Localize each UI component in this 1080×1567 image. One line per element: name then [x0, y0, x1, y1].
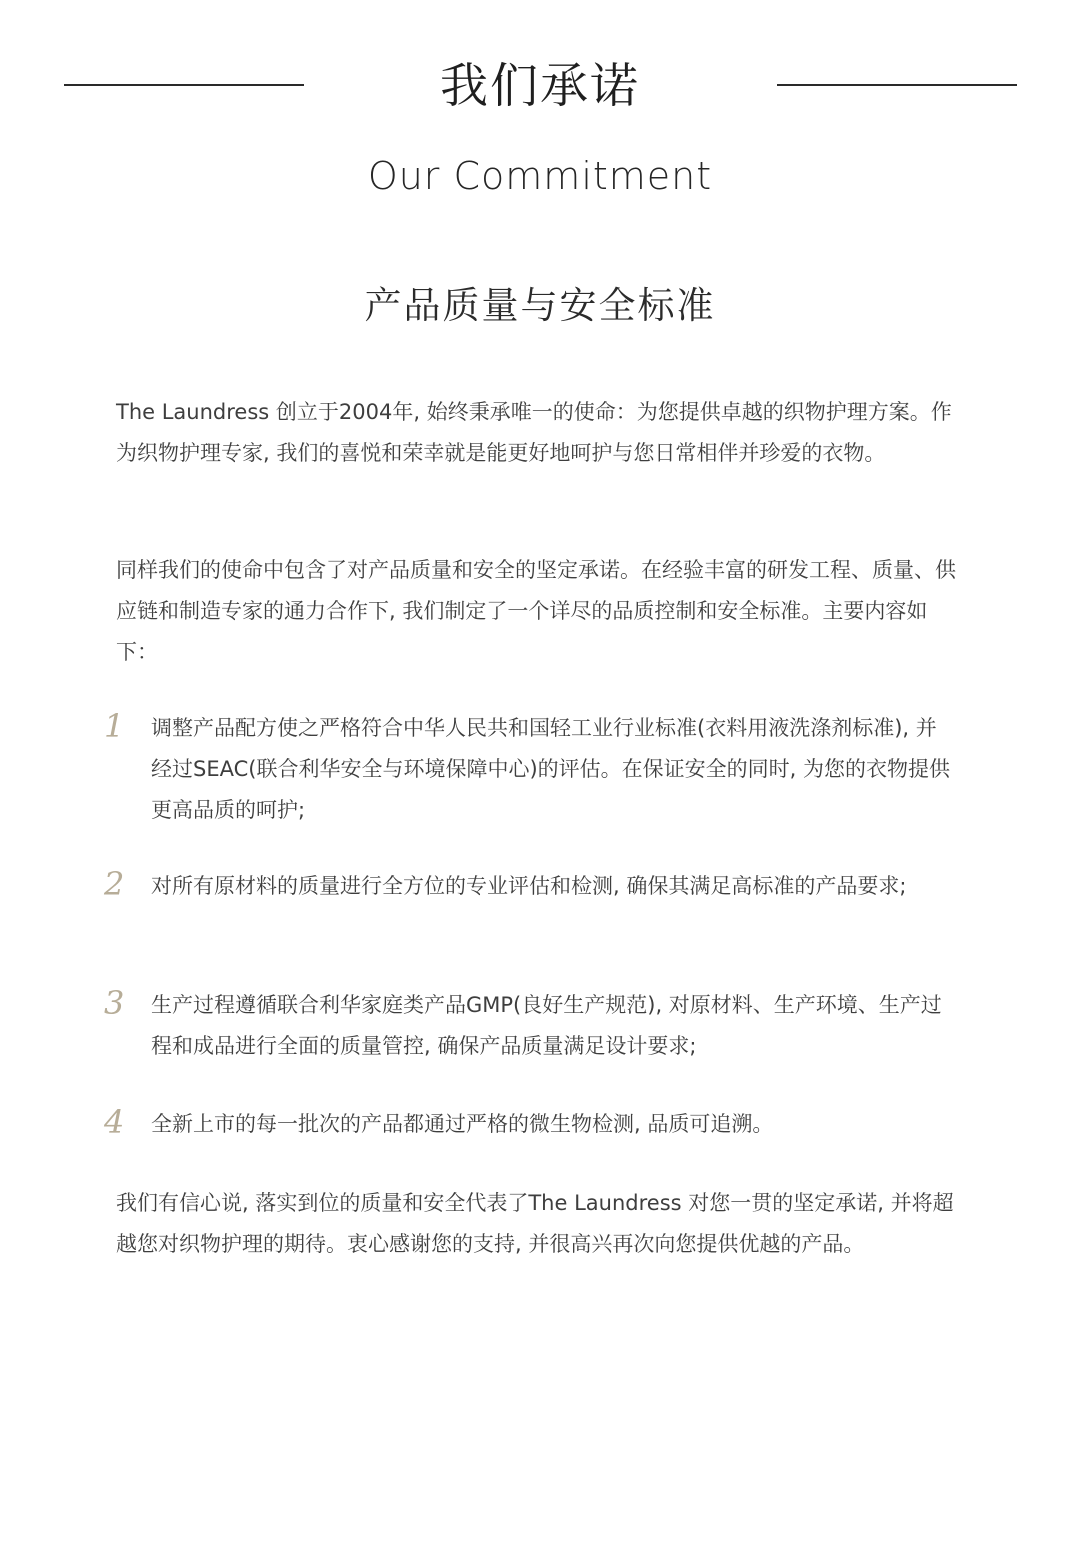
mission-paragraph: 同样我们的使命中包含了对产品质量和安全的坚定承诺。在经验丰富的研发工程、质量、供应链和制造专家的通力合作下, 我们制定了一个详尽的品质控制和安全标准。主要内容如下：	[116, 558, 956, 664]
page-subtitle: Our Commitment	[367, 154, 713, 198]
list-item-number: 1	[104, 707, 125, 745]
list-item-text: 调整产品配方使之严格符合中华人民共和国轻工业行业标准(衣料用液洗涤剂标准), 并经过SEAC(联合利华安全与环境保障中心)的评估。在保证安全的同时, 为您的衣物提供更高品质的呵护;	[151, 716, 950, 822]
closing-paragraph: 我们有信心说, 落实到位的质量和安全代表了The Laundress 对您一贯的坚定承诺, 并将超越您对织物护理的期待。衷心感谢您的支持, 并很高兴再次向您提供优越的产品。	[116, 1191, 954, 1256]
section-heading: 产品质量与安全标准	[364, 284, 716, 327]
list-item-number: 2	[104, 865, 125, 903]
list-item-number: 4	[104, 1103, 125, 1141]
page-title: 我们承诺	[439, 58, 640, 114]
list-item-text: 全新上市的每一批次的产品都通过严格的微生物检测, 品质可追溯。	[151, 1112, 774, 1136]
intro-paragraph: The Laundress 创立于2004年, 始终秉承唯一的使命：为您提供卓越的织物护理方案。作为织物护理专家, 我们的喜悦和荣幸就是能更好地呵护与您日常相伴并珍爱的衣物。	[116, 400, 952, 465]
list-item-text: 对所有原材料的质量进行全方位的专业评估和检测, 确保其满足高标准的产品要求;	[151, 874, 907, 898]
list-item-number: 3	[104, 984, 125, 1022]
list-item-text: 生产过程遵循联合利华家庭类产品GMP(良好生产规范), 对原材料、生产环境、生产过程和成品进行全面的质量管控, 确保产品质量满足设计要求;	[151, 993, 942, 1058]
